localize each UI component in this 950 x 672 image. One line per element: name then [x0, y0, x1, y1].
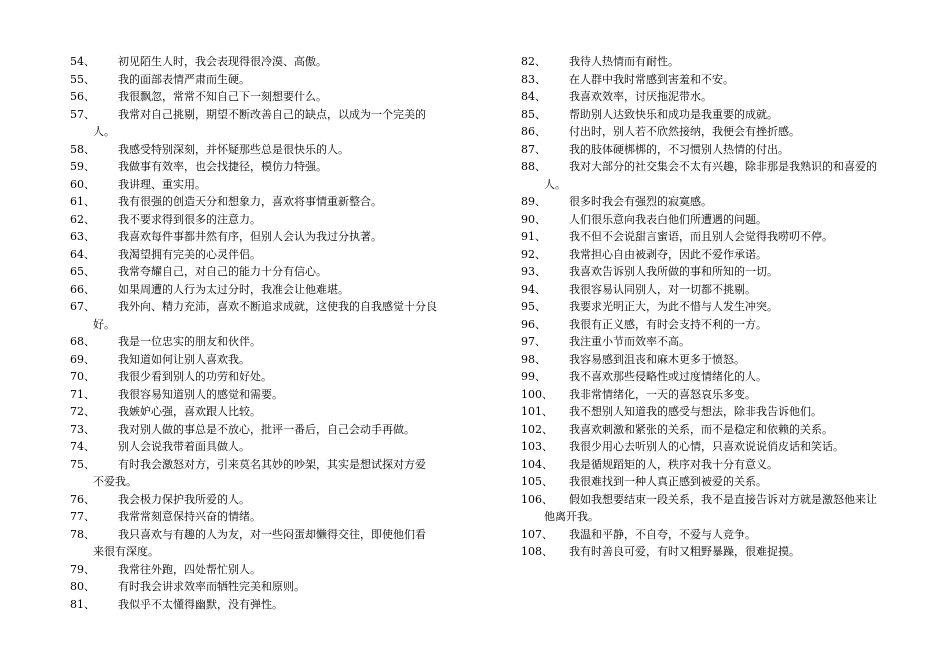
- item-text: 我很难找到一种人真正感到被爱的关系。: [569, 475, 767, 488]
- item-text: 我讲理、重实用。: [118, 177, 206, 191]
- questionnaire-item: [521, 71, 909, 89]
- questionnaire-item: [70, 71, 462, 89]
- questionnaire-item: [521, 263, 909, 281]
- item-number: 55、: [70, 72, 95, 86]
- item-text: 我很少看到别人的功劳和好处。: [118, 370, 272, 383]
- questionnaire-item: [521, 351, 909, 369]
- questionnaire-item: [70, 421, 462, 439]
- questionnaire-item: [521, 88, 909, 106]
- questionnaire-item: [521, 211, 909, 229]
- item-text-continuation: 不爱我。: [93, 475, 137, 488]
- item-number: 96、: [521, 317, 546, 331]
- item-number: 68、: [70, 335, 95, 348]
- questionnaire-item: [70, 491, 462, 509]
- item-text: 假如我想要结束一段关系，我不是直接告诉对方就是激怒他来让: [569, 492, 877, 506]
- item-number: 99、: [521, 370, 546, 383]
- item-text: 我温和平静，不自夸，不爱与人竞争。: [569, 527, 756, 541]
- item-number: 86、: [521, 125, 546, 138]
- item-number: 71、: [70, 387, 95, 401]
- item-text: 我是一位忠实的朋友和伙伴。: [118, 335, 261, 348]
- item-text: 我似乎不太懂得幽默，没有弹性。: [118, 597, 283, 611]
- item-number: 83、: [521, 72, 546, 86]
- questionnaire-item: [521, 438, 909, 456]
- questionnaire-item: [521, 141, 909, 159]
- questionnaire-item: [521, 333, 909, 351]
- item-text: 我很容易知道别人的感觉和需要。: [118, 387, 283, 401]
- questionnaire-item: [521, 491, 909, 526]
- item-number: 79、: [70, 562, 95, 576]
- questionnaire-item: [521, 298, 909, 316]
- questionnaire-item: [521, 228, 909, 246]
- item-number: 78、: [70, 527, 95, 541]
- item-text: 我喜欢效率，讨厌拖泥带水。: [569, 90, 712, 103]
- item-text: 我嫉妒心强，喜欢跟人比较。: [118, 405, 261, 418]
- item-text: 我不要求得到很多的注意力。: [118, 212, 261, 226]
- questionnaire-item: [70, 561, 462, 579]
- item-number: 85、: [521, 107, 546, 121]
- questionnaire-item: [521, 246, 909, 264]
- questionnaire-item: [70, 403, 462, 421]
- item-text: 我会极力保护我所爱的人。: [118, 492, 250, 506]
- questionnaire-item: [70, 386, 462, 404]
- questionnaire-item: [70, 88, 462, 106]
- item-number: 58、: [70, 142, 95, 156]
- item-text: 我有很强的创造天分和想象力，喜欢将事情重新整合。: [118, 195, 382, 208]
- item-number: 92、: [521, 247, 546, 261]
- item-number: 72、: [70, 405, 95, 418]
- item-text: 别人会说我带着面具做人。: [118, 440, 250, 453]
- item-text: 有时我会讲求效率而牺牲完美和原则。: [118, 580, 305, 593]
- item-text: 初见陌生人时，我会表现得很冷漠、高傲。: [118, 55, 327, 68]
- item-number: 101、: [521, 405, 553, 418]
- item-number: 105、: [521, 475, 553, 488]
- questionnaire-item: [70, 368, 462, 386]
- item-number: 81、: [70, 597, 95, 611]
- questionnaire-item: [70, 456, 462, 491]
- item-text: 我容易感到沮丧和麻木更多于愤怒。: [569, 352, 745, 366]
- item-number: 107、: [521, 527, 553, 541]
- questionnaire-item: [521, 106, 909, 124]
- item-text: 我常夸耀自己，对自己的能力十分有信心。: [118, 265, 327, 278]
- item-number: 62、: [70, 212, 95, 226]
- item-number: 97、: [521, 335, 546, 348]
- questionnaire-item: [521, 316, 909, 334]
- questionnaire-item: [70, 263, 462, 281]
- item-text: 我做事有效率，也会找捷径，模仿力特强。: [118, 160, 327, 173]
- questionnaire-item: [521, 123, 909, 141]
- item-text-continuation: 人。: [93, 125, 115, 138]
- item-text: 人们很乐意向我表白他们所遭遇的问题。: [569, 212, 767, 226]
- item-text: 我不但不会说甜言蜜语，而且别人会觉得我唠叨不停。: [569, 230, 833, 243]
- questionnaire-item: [521, 421, 909, 439]
- item-text: 我感受特别深刻，并怀疑那些总是很快乐的人。: [118, 142, 349, 156]
- item-number: 108、: [521, 545, 553, 558]
- questionnaire-item: [521, 543, 909, 561]
- item-number: 98、: [521, 352, 546, 366]
- item-number: 75、: [70, 457, 95, 471]
- item-number: 65、: [70, 265, 95, 278]
- item-number: 88、: [521, 160, 546, 173]
- questionnaire-item: [70, 596, 462, 614]
- item-text-continuation: 他离开我。: [544, 510, 599, 523]
- item-number: 94、: [521, 282, 546, 296]
- item-text: 我待人热情而有耐性。: [569, 55, 679, 68]
- questionnaire-item: [70, 246, 462, 264]
- questionnaire-item: [70, 53, 462, 71]
- questionnaire-item: [521, 193, 909, 211]
- item-number: 89、: [521, 195, 546, 208]
- item-number: 76、: [70, 492, 95, 506]
- item-text: 我要求光明正大，为此不惜与人发生冲突。: [569, 300, 778, 313]
- item-text: 我常担心自由被剥夺，因此不爱作承诺。: [569, 247, 767, 261]
- questionnaire-item: [70, 526, 462, 561]
- item-number: 87、: [521, 142, 546, 156]
- item-number: 104、: [521, 457, 553, 471]
- item-text: 我喜欢告诉别人我所做的事和所知的一切。: [569, 265, 778, 278]
- item-text-continuation: 来很有深度。: [93, 545, 159, 558]
- item-text: 我很有正义感，有时会支持不利的一方。: [569, 317, 767, 331]
- item-text: 我很少用心去听别人的心情，只喜欢说说俏皮话和笑话。: [569, 440, 844, 453]
- item-number: 91、: [521, 230, 546, 243]
- item-text: 我喜欢每件事都井然有序，但别人会认为我过分执著。: [118, 230, 382, 243]
- item-number: 64、: [70, 247, 95, 261]
- item-number: 84、: [521, 90, 546, 103]
- item-number: 77、: [70, 510, 95, 523]
- item-text: 我是循规蹈矩的人，秩序对我十分有意义。: [569, 457, 778, 471]
- item-number: 63、: [70, 230, 95, 243]
- questionnaire-item: [70, 106, 462, 141]
- item-number: 60、: [70, 177, 95, 191]
- right-column: [521, 53, 909, 561]
- item-text: 我的肢体硬梆梆的，不习惯别人热情的付出。: [569, 142, 789, 156]
- questionnaire-item: [70, 438, 462, 456]
- item-number: 74、: [70, 440, 95, 453]
- questionnaire-item: [70, 228, 462, 246]
- questionnaire-item: [521, 53, 909, 71]
- item-number: 67、: [70, 300, 95, 313]
- item-text-continuation: 人。: [544, 177, 566, 191]
- item-text: 我常常刻意保持兴奋的情绪。: [118, 510, 261, 523]
- item-text: 付出时，别人若不欣然接纳，我便会有挫折感。: [569, 125, 800, 138]
- item-number: 69、: [70, 352, 95, 366]
- questionnaire-item: [521, 403, 909, 421]
- item-text: 如果周遭的人行为太过分时，我准会让他难堪。: [118, 282, 349, 296]
- item-text: 在人群中我时常感到害羞和不安。: [569, 72, 734, 86]
- item-text-continuation: 好。: [93, 317, 115, 331]
- item-text: 我不想别人知道我的感受与想法，除非我告诉他们。: [569, 405, 822, 418]
- item-text: 有时我会激怒对方，引来莫名其妙的吵架，其实是想试探对方爱: [118, 457, 426, 471]
- questionnaire-item: [70, 351, 462, 369]
- item-number: 102、: [521, 422, 553, 436]
- item-number: 90、: [521, 212, 546, 226]
- item-text: 我只喜欢与有趣的人为友，对一些闷蛋却懒得交往，即使他们看: [118, 527, 426, 541]
- questionnaire-item: [521, 456, 909, 474]
- item-number: 56、: [70, 90, 95, 103]
- item-number: 82、: [521, 55, 546, 68]
- item-text: 我渴望拥有完美的心灵伴侣。: [118, 247, 261, 261]
- questionnaire-item: [70, 508, 462, 526]
- questionnaire-item: [521, 281, 909, 299]
- item-text: 很多时我会有强烈的寂寞感。: [569, 195, 712, 208]
- item-number: 80、: [70, 580, 95, 593]
- item-number: 95、: [521, 300, 546, 313]
- item-number: 100、: [521, 387, 553, 401]
- questionnaire-item: [521, 158, 909, 193]
- item-text: 我对别人做的事总是不放心，批评一番后，自己会动手再做。: [118, 422, 415, 436]
- item-number: 54、: [70, 55, 95, 68]
- item-number: 59、: [70, 160, 95, 173]
- item-text: 我不喜欢那些侵略性或过度情绪化的人。: [569, 370, 767, 383]
- item-number: 61、: [70, 195, 95, 208]
- questionnaire-item: [70, 141, 462, 159]
- questionnaire-item: [70, 298, 462, 333]
- item-text: 我常往外跑，四处帮忙别人。: [118, 562, 261, 576]
- item-number: 70、: [70, 370, 95, 383]
- item-number: 57、: [70, 107, 95, 121]
- questionnaire-item: [70, 211, 462, 229]
- questionnaire-item: [70, 281, 462, 299]
- questionnaire-item: [70, 578, 462, 596]
- item-text: 我很容易认同别人，对一切都不挑剔。: [569, 282, 756, 296]
- item-text: 帮助别人达致快乐和成功是我重要的成就。: [569, 107, 778, 121]
- item-text: 我对大部分的社交集会不太有兴趣，除非那是我熟识的和喜爱的: [569, 160, 877, 173]
- item-number: 93、: [521, 265, 546, 278]
- item-text: 我很飘忽，常常不知自己下一刻想要什么。: [118, 90, 327, 103]
- questionnaire-item: [70, 176, 462, 194]
- item-text: 我非常情绪化，一天的喜怒哀乐多变。: [569, 387, 756, 401]
- questionnaire-item: [70, 333, 462, 351]
- item-number: 106、: [521, 492, 553, 506]
- item-text: 我知道如何让别人喜欢我。: [118, 352, 250, 366]
- item-number: 73、: [70, 422, 95, 436]
- left-column: [70, 53, 462, 613]
- item-text: 我的面部表情严肃而生硬。: [118, 72, 250, 86]
- item-text: 我外向、精力充沛，喜欢不断追求成就，这使我的自我感觉十分良: [118, 300, 437, 313]
- questionnaire-item: [521, 386, 909, 404]
- item-text: 我注重小节而效率不高。: [569, 335, 690, 348]
- item-number: 103、: [521, 440, 553, 453]
- questionnaire-item: [70, 193, 462, 211]
- questionnaire-item: [521, 526, 909, 544]
- item-text: 我常对自己挑剔，期望不断改善自己的缺点，以成为一个完美的: [118, 107, 426, 121]
- item-text: 我喜欢刺激和紧张的关系，而不是稳定和依赖的关系。: [569, 422, 833, 436]
- questionnaire-item: [521, 473, 909, 491]
- item-number: 66、: [70, 282, 95, 296]
- questionnaire-item: [70, 158, 462, 176]
- questionnaire-item: [521, 368, 909, 386]
- item-text: 我有时善良可爱，有时又粗野暴躁，很难捉摸。: [569, 545, 800, 558]
